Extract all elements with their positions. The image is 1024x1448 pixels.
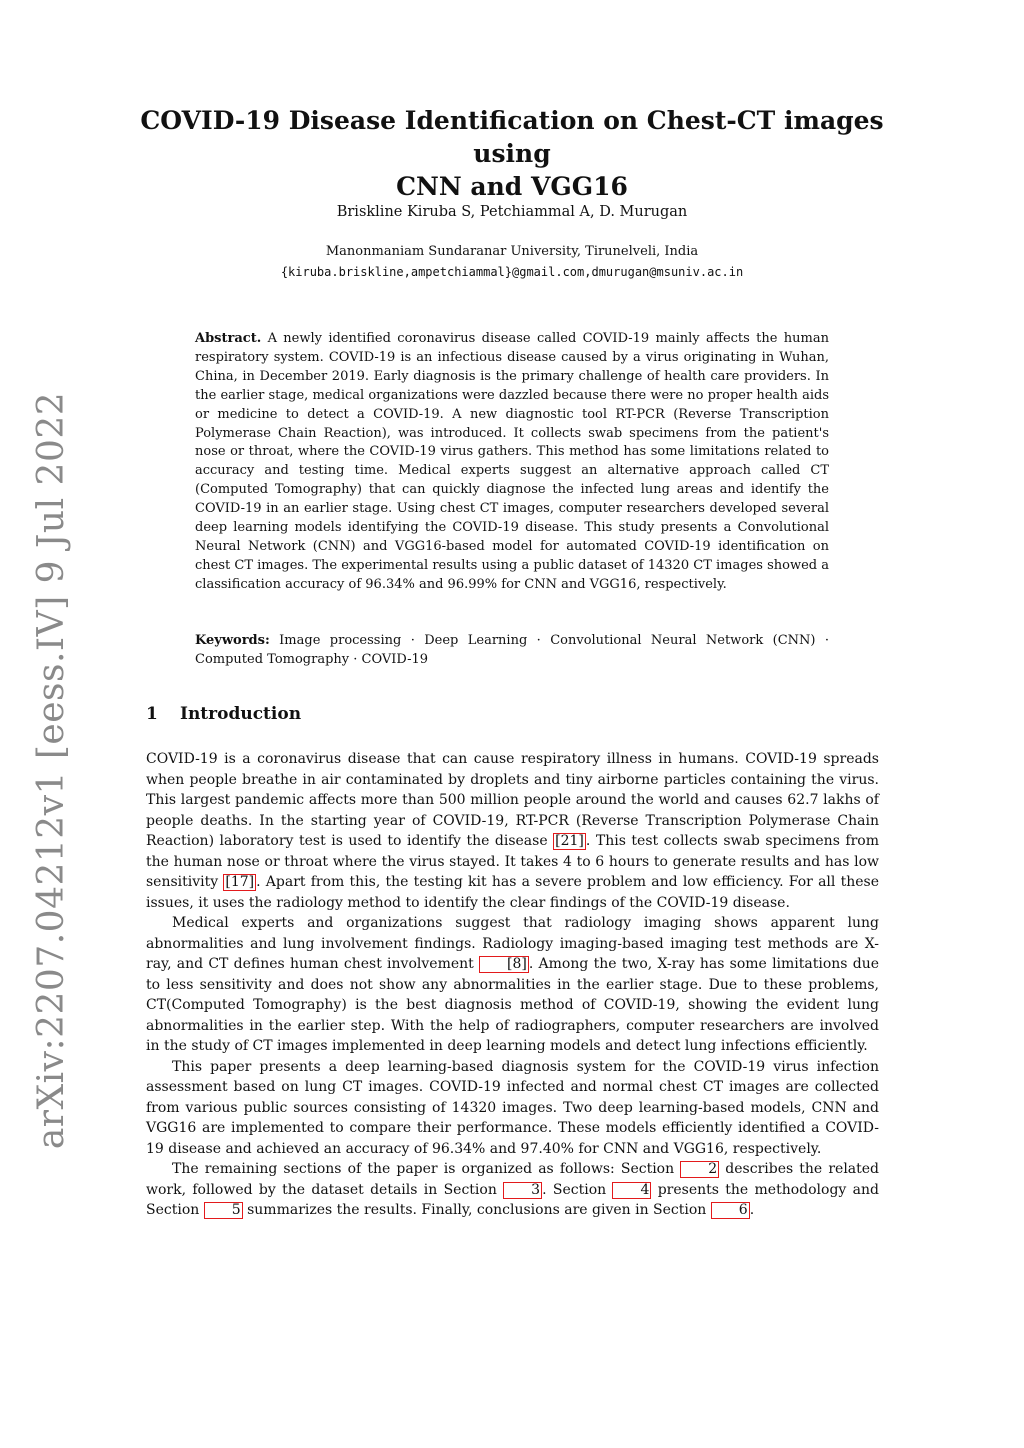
title-line-1: COVID-19 Disease Identification on Chest-CT images using (140, 106, 884, 168)
section-link-4[interactable]: 4 (612, 1182, 651, 1199)
arxiv-identifier: arXiv:2207.04212v1 [eess.IV] 9 Jul 2022 (31, 391, 73, 1149)
introduction-body (146, 749, 879, 1221)
section-link-6[interactable]: 6 (711, 1202, 750, 1219)
section-link-2[interactable]: 2 (680, 1161, 719, 1178)
paragraph-text: . (749, 1202, 755, 1218)
author-emails: {kiruba.briskline,ampetchiammal}@gmail.com,dmurugan@msuniv.ac.in (280, 265, 744, 279)
section-link-5[interactable]: 5 (204, 1202, 243, 1219)
paragraph-text: . Section (542, 1181, 613, 1198)
keywords-label: Keywords: (195, 633, 270, 648)
abstract-label: Abstract. (195, 331, 262, 346)
abstract-text: A newly identified coronavirus disease called COVID-19 mainly affects the human respiratory system. COVID-19 is an infectious disease caused by a virus originating in Wuhan, China, in December 2019. Early diagnosis is the primary challenge of health care providers. In the earlier stage, medical organizations were dazzled because there were no proper health aids or medicine to detect a COVID-19. A new diagnostic tool RT-PCR (Reverse Transcription Polymerase Chain Reaction), was introduced. It collects swab specimens from the patient's nose or throat, where the COVID-19 virus gathers. This method has some limitations related to accuracy and testing time. Medical experts suggest an alternative approach called CT (Computed Tomography) that can quickly diagnose the infected lung areas and identify the COVID-19 in an earlier stage. Using chest CT images, computer researchers developed several deep learning models identifying the COVID-19 disease. This study presents a Convolutional Neural Network (CNN) and VGG16-based model for automated COVID-19 identification on chest CT images. The experimental results using a public dataset of 14320 CT images showed a classification accuracy of 96.34% and 96.99% for CNN and VGG16, respectively. (195, 331, 829, 592)
abstract (195, 330, 829, 595)
paragraph-text: The remaining sections of the paper is organized as follows: Section (172, 1161, 681, 1177)
paragraph-text: COVID-19 is a coronavirus disease that can cause respiratory illness in humans. COVID-19 spreads when people breathe in air contaminated by droplets and tiny airborne particles containing the virus. This largest pandemic affects more than 500 million people around the world and causes 62.7 lakhs of people deaths. In the starting year of COVID-19, RT-PCR (Reverse Transcription Polymerase Chain Reaction) laboratory test is used to identify the disease (146, 751, 879, 849)
paragraph-4 (146, 1159, 879, 1221)
paragraph-text: . This test collects swab specimens from the human nose or throat where the virus stayed. It takes 4 to 6 hours to generate results and has low sensitivity (146, 833, 879, 890)
paper-title (130, 104, 894, 203)
paragraph-text: Medical experts and organizations suggest that radiology imaging shows apparent lung abnormalities and lung involvement findings. Radiology imaging-based imaging test methods are X-ray, and CT defines human chest involvement (146, 915, 879, 972)
citation-link-8[interactable]: [8] (479, 956, 529, 973)
section-number: 1 (146, 704, 158, 724)
citation-link-21[interactable]: [21] (555, 833, 584, 849)
paragraph-text: describes the related work, followed by the dataset details in Section (146, 1161, 880, 1198)
affiliation: Manonmaniam Sundaranar University, Tirunelveli, India (325, 244, 699, 259)
title-line-2: CNN and VGG16 (396, 172, 628, 201)
section-heading-introduction (146, 704, 886, 724)
keywords (195, 632, 829, 670)
paragraph-3: This paper presents a deep learning-based diagnosis system for the COVID-19 virus infection assessment based on lung CT images. COVID-19 infected and normal chest CT images are collected from various public sources consisting of 14320 images. Two deep learning-based models, CNN and VGG16 are implemented to compare their performance. These models efficiently identified a COVID-19 disease and achieved an accuracy of 96.34% and 97.40% for CNN and VGG16, respectively. (146, 1058, 879, 1157)
citation-link-17[interactable]: [17] (225, 874, 255, 890)
section-title: Introduction (180, 704, 302, 724)
paragraph-1 (146, 749, 879, 913)
paragraph-text: . Among the two, X-ray has some limitations due to less sensitivity and does not show any abnormalities in the earlier stage. Due to these problems, CT(Computed Tomography) is the best diagnosis method of COVID-19, showing the evident lung abnormalities in the earlier step. With the help of radiographers, computer researchers are involved in the study of CT images implemented in deep learning models and detect lung infections efficiently. (146, 956, 879, 1054)
arxiv-side-stamp (16, 391, 88, 1149)
section-link-3[interactable]: 3 (503, 1182, 542, 1199)
paragraph-2 (146, 913, 879, 1057)
keywords-text: Image processing · Deep Learning · Convolutional Neural Network (CNN) · Computed Tomography · COVID-19 (195, 633, 829, 667)
paragraph-text: . Apart from this, the testing kit has a severe problem and low efficiency. For all these issues, it uses the radiology method to identify the clear findings of the COVID-19 disease. (146, 874, 879, 911)
affiliation-block (130, 242, 894, 282)
authors: Briskline Kiruba S, Petchiammal A, D. Murugan (336, 204, 688, 220)
paragraph-text: presents the methodology and Section (146, 1181, 879, 1218)
paragraph-text: summarizes the results. Finally, conclusions are given in Section (242, 1202, 711, 1218)
